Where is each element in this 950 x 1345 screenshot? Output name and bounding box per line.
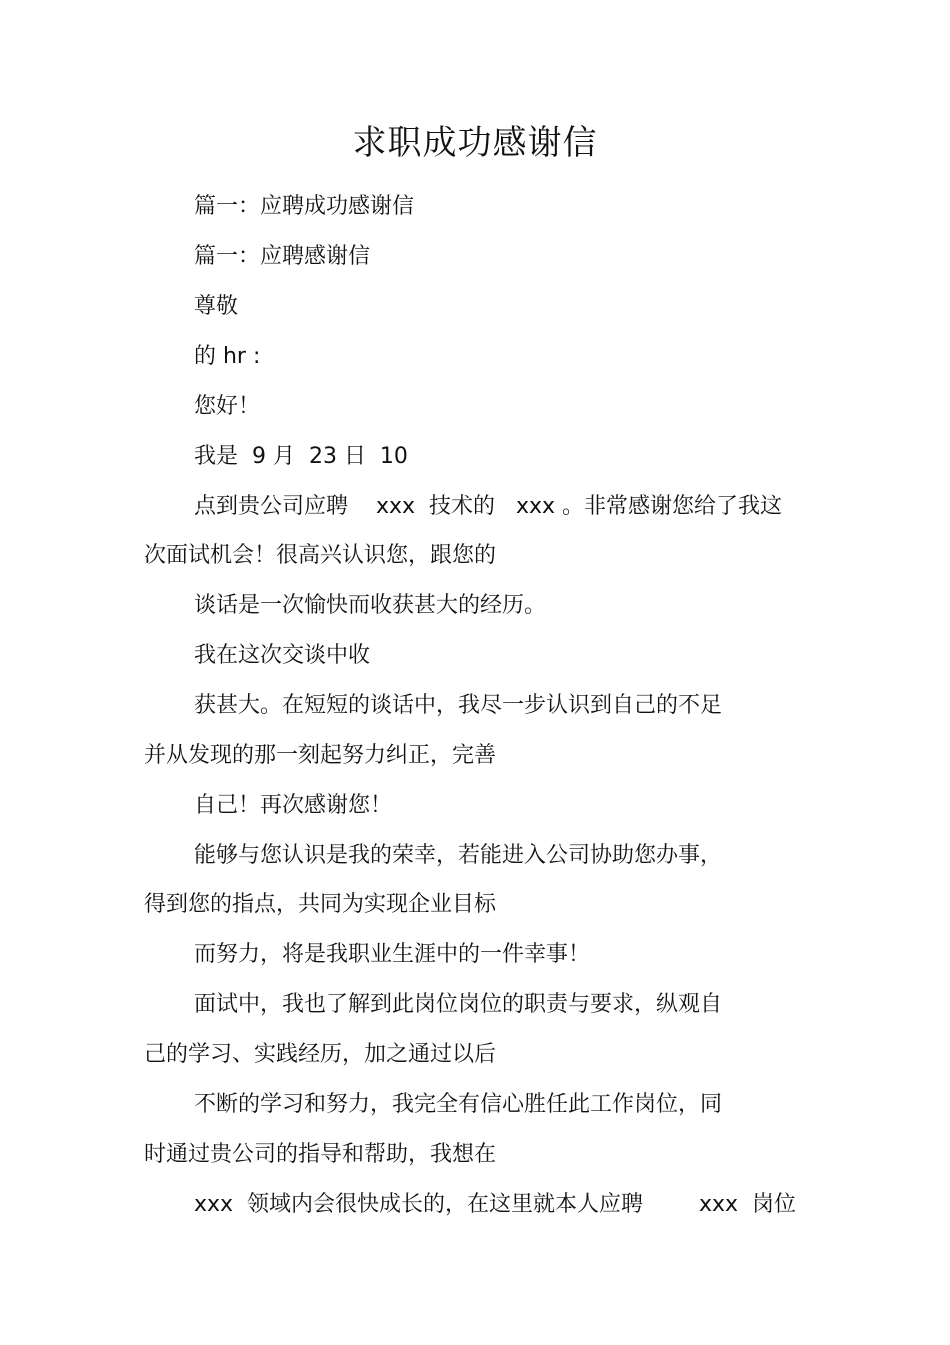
text-line-18: 己的学习、实践经历，加之通过以后 — [144, 1042, 497, 1067]
text-line-17: 面试中，我也了解到此岗位岗位的职责与要求，纵观自 — [194, 992, 723, 1017]
text-line-20: 时通过贵公司的指导和帮助，我想在 — [144, 1142, 497, 1167]
text-line-6: 我是 9 月 23 日 10 — [194, 444, 408, 469]
text-line-12: 并从发现的那一刻起努力纠正，完善 — [144, 743, 497, 768]
text-line-3: 尊敬 — [194, 294, 239, 319]
text-line-8: 次面试机会！很高兴认识您，跟您的 — [144, 543, 497, 568]
text-line-16: 而努力，将是我职业生涯中的一件幸事！ — [194, 942, 591, 967]
text-line-2: 篇一：应聘感谢信 — [194, 244, 371, 269]
document-title: 求职成功感谢信 — [352, 123, 598, 163]
text-line-10: 我在这次交谈中收 — [194, 643, 371, 668]
text-line-14: 能够与您认识是我的荣幸，若能进入公司协助您办事， — [194, 843, 723, 868]
text-line-9: 谈话是一次愉快而收获甚大的经历。 — [194, 593, 547, 618]
text-line-21: xxx 领域内会很快成长的，在这里就本人应聘 xxx 岗位 — [194, 1192, 797, 1217]
text-line-13: 自己！再次感谢您！ — [194, 793, 393, 818]
text-line-11: 获甚大。在短短的谈话中，我尽一步认识到自己的不足 — [194, 693, 723, 718]
text-line-7: 点到贵公司应聘 xxx 技术的 xxx 。非常感谢您给了我这 — [194, 494, 783, 519]
text-line-19: 不断的学习和努力，我完全有信心胜任此工作岗位，同 — [194, 1092, 723, 1117]
text-line-15: 得到您的指点，共同为实现企业目标 — [144, 892, 497, 917]
text-line-4: 的 hr : — [194, 344, 261, 369]
text-line-5: 您好！ — [194, 394, 261, 419]
text-line-1: 篇一：应聘成功感谢信 — [194, 194, 415, 219]
